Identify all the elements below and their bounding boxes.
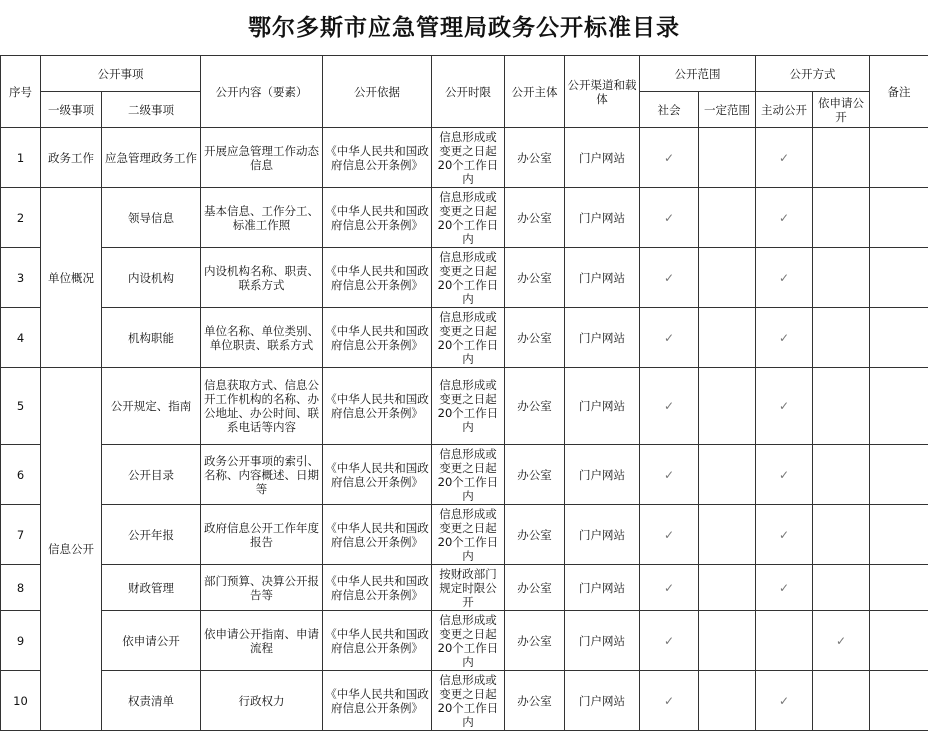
row-channel: 门户网站 — [565, 565, 640, 611]
row-channel: 门户网站 — [565, 248, 640, 308]
row-active-cell — [756, 611, 813, 671]
header-basis: 公开依据 — [323, 56, 432, 128]
table-row — [1, 565, 928, 611]
row-remarks — [870, 128, 928, 188]
catalog-body — [1, 128, 928, 731]
row-level2: 权责清单 — [102, 671, 201, 731]
check-icon: ✓ — [663, 633, 675, 648]
row-specific-cell — [699, 611, 756, 671]
row-level1: 政务工作 — [41, 128, 102, 188]
header-row-1 — [1, 56, 928, 92]
row-remarks — [870, 368, 928, 445]
row-society-cell — [640, 565, 699, 611]
row-level2: 应急管理政务工作 — [102, 128, 201, 188]
row-level2: 财政管理 — [102, 565, 201, 611]
table-row — [1, 671, 928, 731]
row-specific-cell — [699, 445, 756, 505]
row-remarks — [870, 565, 928, 611]
row-subject: 办公室 — [505, 671, 565, 731]
row-seq: 2 — [1, 188, 41, 248]
row-basis: 《中华人民共和国政府信息公开条例》 — [323, 611, 432, 671]
row-basis: 《中华人民共和国政府信息公开条例》 — [323, 128, 432, 188]
header-seq: 序号 — [1, 56, 41, 128]
row-subject: 办公室 — [505, 308, 565, 368]
row-society-cell — [640, 308, 699, 368]
row-subject: 办公室 — [505, 505, 565, 565]
check-icon: ✓ — [663, 693, 675, 708]
row-content: 基本信息、工作分工、标准工作照 — [201, 188, 323, 248]
row-time-limit: 信息形成或变更之日起20个工作日内 — [432, 505, 505, 565]
row-subject: 办公室 — [505, 248, 565, 308]
row-basis: 《中华人民共和国政府信息公开条例》 — [323, 188, 432, 248]
row-content: 依申请公开指南、申请流程 — [201, 611, 323, 671]
row-basis: 《中华人民共和国政府信息公开条例》 — [323, 505, 432, 565]
row-society-cell — [640, 505, 699, 565]
row-channel: 门户网站 — [565, 308, 640, 368]
row-request-cell — [813, 611, 870, 671]
row-seq: 4 — [1, 308, 41, 368]
row-society-cell — [640, 368, 699, 445]
header-mode-request: 依申请公开 — [813, 92, 870, 128]
row-level2: 机构职能 — [102, 308, 201, 368]
row-seq: 6 — [1, 445, 41, 505]
row-level2: 内设机构 — [102, 248, 201, 308]
header-content: 公开内容（要素） — [201, 56, 323, 128]
row-specific-cell — [699, 188, 756, 248]
header-mode-active: 主动公开 — [756, 92, 813, 128]
row-seq: 9 — [1, 611, 41, 671]
row-society-cell — [640, 671, 699, 731]
header-channel: 公开渠道和载体 — [565, 56, 640, 128]
header-scope-society: 社会 — [640, 92, 699, 128]
row-time-limit: 信息形成或变更之日起20个工作日内 — [432, 671, 505, 731]
row-seq: 10 — [1, 671, 41, 731]
row-active-cell — [756, 671, 813, 731]
row-channel: 门户网站 — [565, 368, 640, 445]
row-basis: 《中华人民共和国政府信息公开条例》 — [323, 671, 432, 731]
check-icon: ✓ — [663, 210, 675, 225]
row-active-cell — [756, 308, 813, 368]
row-request-cell — [813, 308, 870, 368]
check-icon: ✓ — [778, 527, 790, 542]
row-specific-cell — [699, 505, 756, 565]
row-request-cell — [813, 368, 870, 445]
row-society-cell — [640, 611, 699, 671]
row-request-cell — [813, 445, 870, 505]
header-time-limit: 公开时限 — [432, 56, 505, 128]
row-content: 部门预算、决算公开报告等 — [201, 565, 323, 611]
row-active-cell — [756, 445, 813, 505]
table-row — [1, 248, 928, 308]
header-remarks: 备注 — [870, 56, 928, 128]
row-subject: 办公室 — [505, 188, 565, 248]
check-icon: ✓ — [663, 399, 675, 413]
row-subject: 办公室 — [505, 128, 565, 188]
row-seq: 8 — [1, 565, 41, 611]
row-remarks — [870, 188, 928, 248]
row-specific-cell — [699, 671, 756, 731]
row-content: 行政权力 — [201, 671, 323, 731]
row-request-cell — [813, 128, 870, 188]
row-content: 政务公开事项的索引、名称、内容概述、日期等 — [201, 445, 323, 505]
check-icon: ✓ — [663, 330, 675, 345]
check-icon: ✓ — [778, 150, 790, 165]
check-icon: ✓ — [778, 693, 790, 708]
row-active-cell — [756, 248, 813, 308]
row-society-cell — [640, 188, 699, 248]
row-level2: 依申请公开 — [102, 611, 201, 671]
row-time-limit: 信息形成或变更之日起20个工作日内 — [432, 308, 505, 368]
check-icon: ✓ — [778, 580, 790, 595]
row-request-cell — [813, 505, 870, 565]
row-society-cell — [640, 128, 699, 188]
table-row — [1, 188, 928, 248]
row-specific-cell — [699, 368, 756, 445]
row-remarks — [870, 611, 928, 671]
table-row — [1, 445, 928, 505]
row-seq: 1 — [1, 128, 41, 188]
row-channel: 门户网站 — [565, 505, 640, 565]
row-specific-cell — [699, 308, 756, 368]
row-channel: 门户网站 — [565, 671, 640, 731]
check-icon: ✓ — [778, 467, 790, 482]
header-scope-group: 公开范围 — [640, 56, 756, 92]
check-icon: ✓ — [778, 210, 790, 225]
page-title: 鄂尔多斯市应急管理局政务公开标准目录 — [248, 14, 680, 41]
row-level2: 公开目录 — [102, 445, 201, 505]
row-specific-cell — [699, 248, 756, 308]
row-active-cell — [756, 188, 813, 248]
header-scope-specific: 一定范围 — [699, 92, 756, 128]
catalog-table — [0, 55, 928, 731]
row-active-cell — [756, 565, 813, 611]
check-icon: ✓ — [663, 270, 675, 285]
row-basis: 《中华人民共和国政府信息公开条例》 — [323, 308, 432, 368]
row-level1: 信息公开 — [41, 368, 102, 731]
row-subject: 办公室 — [505, 565, 565, 611]
row-active-cell — [756, 368, 813, 445]
check-icon: ✓ — [663, 150, 675, 165]
row-time-limit: 按财政部门规定时限公开 — [432, 565, 505, 611]
row-level2: 公开规定、指南 — [102, 368, 201, 445]
table-row — [1, 505, 928, 565]
row-level1: 单位概况 — [41, 188, 102, 368]
check-icon: ✓ — [663, 527, 675, 542]
row-society-cell — [640, 248, 699, 308]
row-active-cell — [756, 128, 813, 188]
row-time-limit: 信息形成或变更之日起20个工作日内 — [432, 248, 505, 308]
row-time-limit: 信息形成或变更之日起20个工作日内 — [432, 188, 505, 248]
check-icon: ✓ — [778, 330, 790, 345]
row-content: 单位名称、单位类别、单位职责、联系方式 — [201, 308, 323, 368]
row-remarks — [870, 671, 928, 731]
table-row — [1, 611, 928, 671]
row-basis: 《中华人民共和国政府信息公开条例》 — [323, 248, 432, 308]
row-active-cell — [756, 505, 813, 565]
check-icon: ✓ — [778, 270, 790, 285]
row-society-cell — [640, 445, 699, 505]
header-level1: 一级事项 — [41, 92, 102, 128]
row-channel: 门户网站 — [565, 128, 640, 188]
row-level2: 领导信息 — [102, 188, 201, 248]
row-channel: 门户网站 — [565, 445, 640, 505]
row-content: 政府信息公开工作年度报告 — [201, 505, 323, 565]
row-level2: 公开年报 — [102, 505, 201, 565]
header-item-group: 公开事项 — [41, 56, 201, 92]
table-row — [1, 368, 928, 445]
row-request-cell — [813, 565, 870, 611]
row-channel: 门户网站 — [565, 188, 640, 248]
row-time-limit: 信息形成或变更之日起20个工作日内 — [432, 128, 505, 188]
row-request-cell — [813, 248, 870, 308]
row-remarks — [870, 445, 928, 505]
row-basis: 《中华人民共和国政府信息公开条例》 — [323, 368, 432, 445]
header-subject: 公开主体 — [505, 56, 565, 128]
check-icon: ✓ — [835, 633, 847, 648]
row-time-limit: 信息形成或变更之日起20个工作日内 — [432, 368, 505, 445]
table-row — [1, 128, 928, 188]
header-mode-group: 公开方式 — [756, 56, 870, 92]
row-request-cell — [813, 671, 870, 731]
row-specific-cell — [699, 128, 756, 188]
row-content: 内设机构名称、职责、联系方式 — [201, 248, 323, 308]
row-seq: 3 — [1, 248, 41, 308]
check-icon: ✓ — [663, 580, 675, 595]
row-remarks — [870, 308, 928, 368]
row-subject: 办公室 — [505, 368, 565, 445]
check-icon: ✓ — [778, 399, 790, 413]
row-basis: 《中华人民共和国政府信息公开条例》 — [323, 565, 432, 611]
row-request-cell — [813, 188, 870, 248]
row-subject: 办公室 — [505, 445, 565, 505]
table-row — [1, 308, 928, 368]
row-content: 信息获取方式、信息公开工作机构的名称、办公地址、办公时间、联系电话等内容 — [201, 368, 323, 445]
row-channel: 门户网站 — [565, 611, 640, 671]
row-basis: 《中华人民共和国政府信息公开条例》 — [323, 445, 432, 505]
row-subject: 办公室 — [505, 611, 565, 671]
row-seq: 7 — [1, 505, 41, 565]
row-specific-cell — [699, 565, 756, 611]
row-remarks — [870, 505, 928, 565]
row-seq: 5 — [1, 368, 41, 445]
row-time-limit: 信息形成或变更之日起20个工作日内 — [432, 611, 505, 671]
check-icon: ✓ — [663, 467, 675, 482]
row-content: 开展应急管理工作动态信息 — [201, 128, 323, 188]
row-time-limit: 信息形成或变更之日起20个工作日内 — [432, 445, 505, 505]
row-remarks — [870, 248, 928, 308]
header-level2: 二级事项 — [102, 92, 201, 128]
